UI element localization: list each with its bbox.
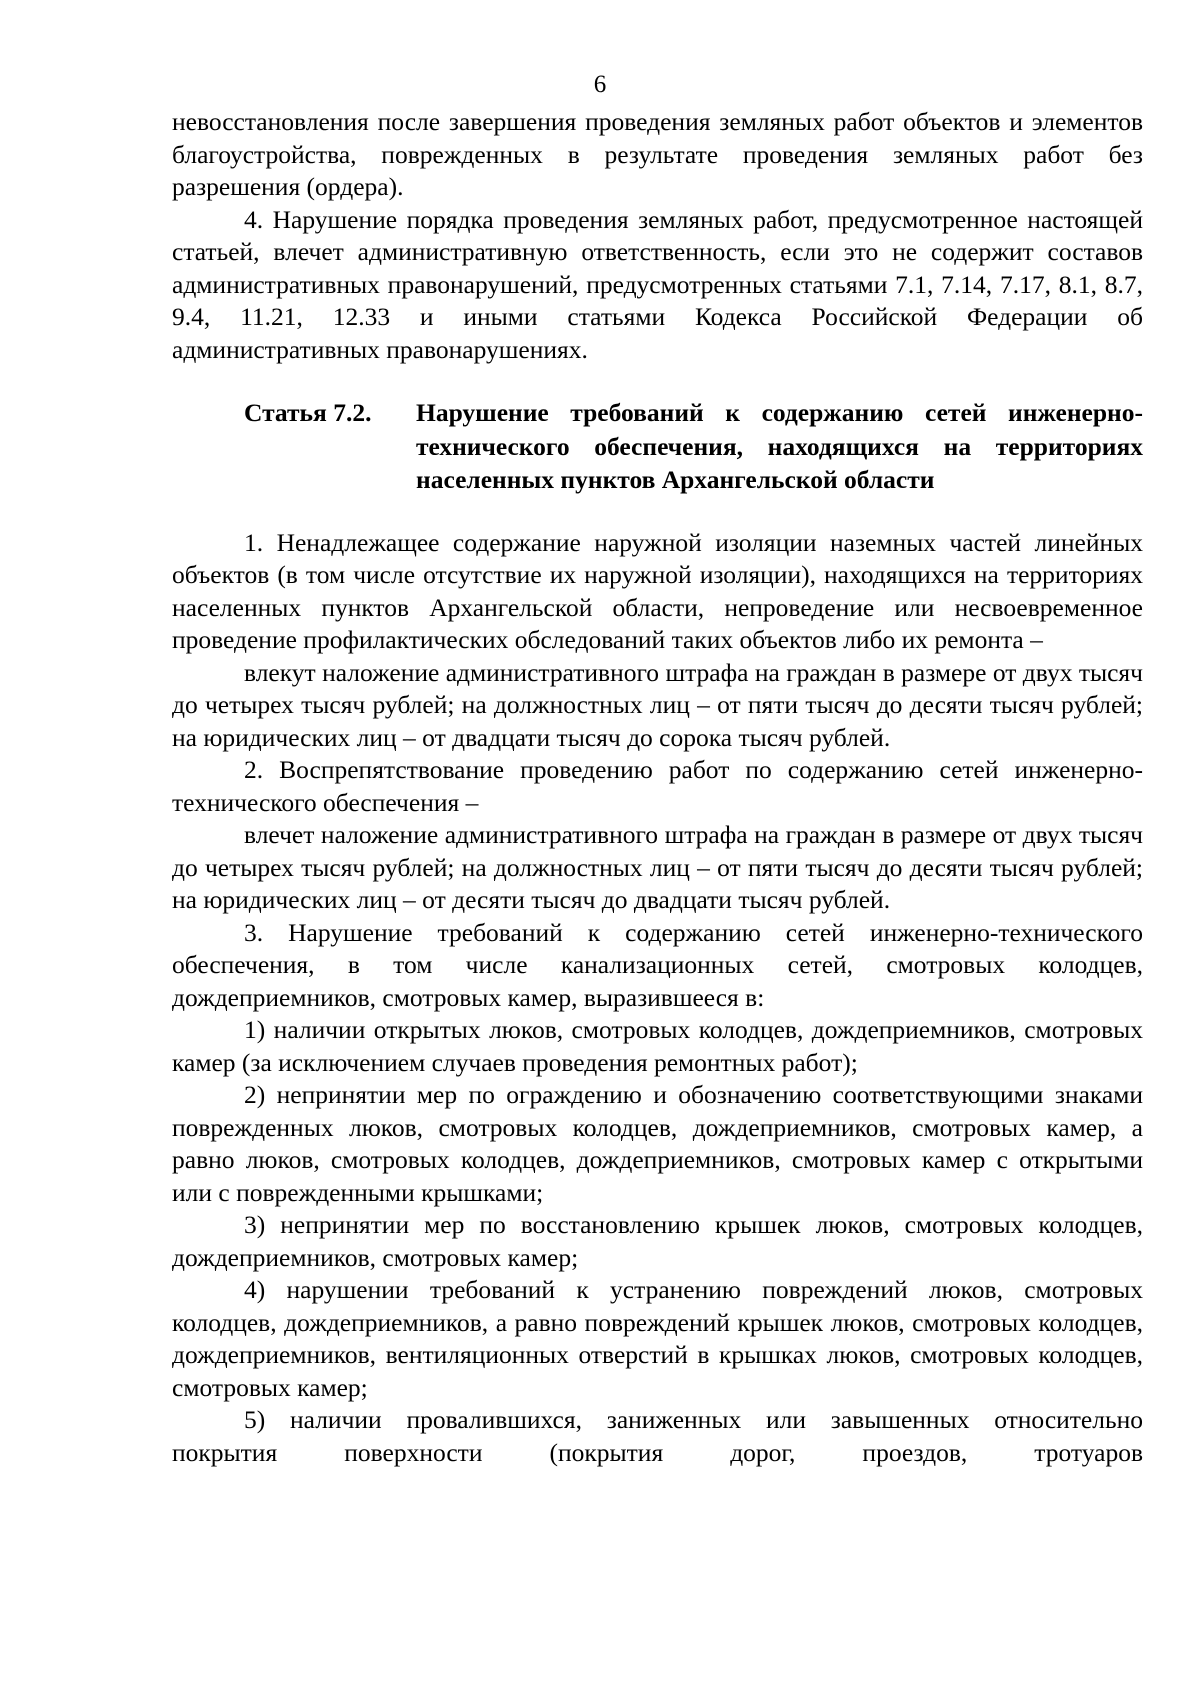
paragraph: 1) наличии открытых люков, смотровых колодцев, дождеприемников, смотровых камер (за исключением случаев проведения ремонтных работ); <box>172 1015 1143 1077</box>
paragraphs-body <box>172 527 1143 1470</box>
paragraph: 3) непринятии мер по восстановлению крышек люков, смотровых колодцев, дождеприемников, смотровых камер; <box>172 1210 1143 1272</box>
document-body <box>172 106 1143 1469</box>
paragraph: 3. Нарушение требований к содержанию сетей инженерно-технического обеспечения, в том числе канализационных сетей, смотровых колодцев, дождеприемников, смотровых камер, выразившееся в: <box>172 917 1143 1012</box>
article-title: Нарушение требований к содержанию сетей инженерно-технического обеспечения, находящихся на территориях населенных пунктов Архангельской области <box>416 398 1143 494</box>
article-number: Статья 7.2. <box>244 398 372 427</box>
paragraph: 1. Ненадлежащее содержание наружной изоляции наземных частей линейных объектов (в том числе отсутствие их наружной изоляции), находящихся на территориях населенных пунктов Архангельской области, непроведение или несвоевременное проведение профилактических обследований таких объектов либо их ремонта – <box>172 527 1143 654</box>
paragraph: невосстановления после завершения проведения земляных работ объектов и элементов благоустройства, поврежденных в результате проведения земляных работ без разрешения (ордера). <box>172 107 1143 201</box>
paragraph: 4. Нарушение порядка проведения земляных работ, предусмотренное настоящей статьей, влечет административную ответственность, если это не содержит составов административных правонарушений, предусмотренных статьями 7.1, 7.14, 7.17, 8.1, 8.7, 9.4, 11.21, 12.33 и иными статьями Кодекса Российской Федерации об административных правонарушениях. <box>172 204 1143 364</box>
paragraph: влекут наложение административного штрафа на граждан в размере от двух тысяч до четырех тысяч рублей; на должностных лиц – от пяти тысяч до десяти тысяч рублей; на юридических лиц – от двадцати тысяч до сорока тысяч рублей. <box>172 657 1143 752</box>
paragraph: 5) наличии провалившихся, заниженных или завышенных относительно покрытия поверхности (покрытия дорог, проездов, тротуаров <box>172 1405 1143 1467</box>
paragraph: влечет наложение административного штрафа на граждан в размере от двух тысяч до четырех тысяч рублей; на должностных лиц – от пяти тысяч до десяти тысяч рублей; на юридических лиц – от десяти тысяч до двадцати тысяч рублей. <box>172 820 1143 914</box>
page-number: 6 <box>593 71 607 98</box>
paragraph: 2) непринятии мер по ограждению и обозначению соответствующими знаками поврежденных люков, смотровых колодцев, дождеприемников, смотровых камер, а равно люков, смотровых колодцев, дождеприемников, смотровых камер с открытыми или с поврежденными крышками; <box>172 1080 1143 1207</box>
article-heading <box>172 396 1143 497</box>
paragraph: 4) нарушении требований к устранению повреждений люков, смотровых колодцев, дождеприемников, а равно повреждений крышек люков, смотровых колодцев, дождеприемников, вентиляционных отверстий в крышках люков, смотровых колодцев, смотровых камер; <box>172 1275 1143 1402</box>
paragraph: 2. Воспрепятствование проведению работ по содержанию сетей инженерно-технического обеспечения – <box>172 755 1143 817</box>
paragraphs-top <box>172 106 1143 366</box>
